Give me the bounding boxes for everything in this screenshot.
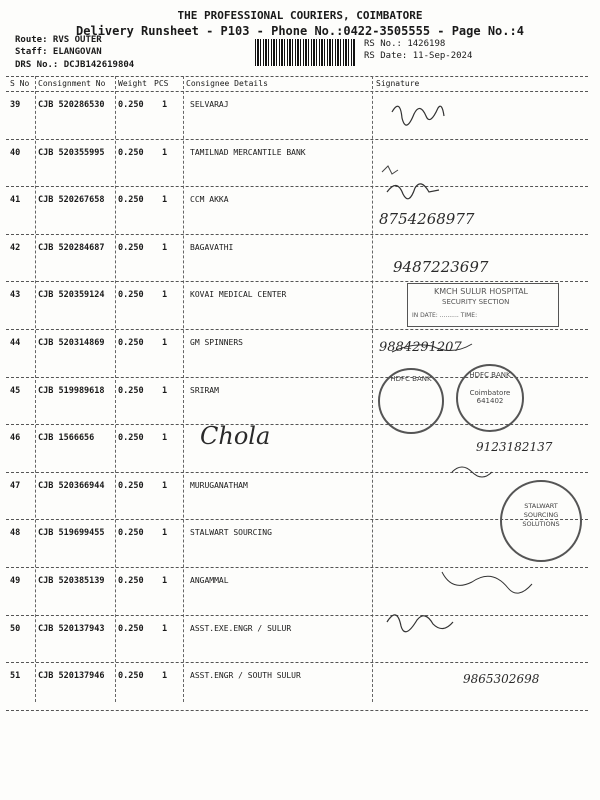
kmch-stamp-date: IN DATE: .......... TIME: — [412, 312, 478, 319]
row-consignee: STALWART SOURCING — [190, 528, 272, 538]
hdfc-stamp — [456, 364, 524, 432]
kmch-stamp-subtitle: SECURITY SECTION — [442, 298, 510, 306]
row-consignment-no: CJB 520137943 — [38, 623, 105, 634]
col-sno: S No — [10, 79, 30, 88]
row-sno: 50 — [10, 623, 21, 634]
row-consignee: KOVAI MEDICAL CENTER — [190, 290, 287, 300]
row-sno: 49 — [10, 576, 21, 586]
kmch-stamp-title: KMCH SULUR HOSPITAL — [434, 287, 529, 296]
row-consignee: GM SPINNERS — [190, 338, 243, 347]
row-sno: 42 — [10, 242, 21, 253]
barcode — [255, 39, 355, 66]
row-sno: 48 — [10, 528, 21, 539]
row-pcs: 1 — [162, 480, 168, 491]
row-weight: 0.250 — [118, 147, 144, 158]
row-weight: 0.250 — [118, 100, 144, 110]
row-pcs: 1 — [162, 528, 168, 539]
row-weight: 0.250 — [118, 623, 144, 634]
stalwart-stamp-label: STALWART SOURCING SOLUTIONS — [522, 502, 560, 528]
row-consignment-no: CJB 520359124 — [38, 290, 105, 301]
hdfc-stamp — [378, 368, 444, 434]
row-pcs: 1 — [162, 576, 168, 586]
row-weight: 0.250 — [118, 385, 144, 396]
handwritten-phone: 8754268977 — [379, 210, 475, 228]
row-consignee: ASST.EXE.ENGR / SULUR — [190, 623, 292, 633]
row-pcs: 1 — [162, 147, 168, 158]
col-consignment: Consignment No — [38, 79, 106, 88]
row-consignee: ASST.ENGR / SOUTH SULUR — [190, 671, 301, 681]
col-signature: Signature — [376, 79, 420, 88]
row-sno: 43 — [10, 290, 21, 301]
row-pcs: 1 — [162, 242, 168, 253]
row-pcs: 1 — [162, 385, 168, 396]
hdfc-stamp-label: HDFC BANK — [469, 371, 511, 379]
runsheet-subtitle: Delivery Runsheet - P103 - Phone No.:0422-3505555 - Page No.:4 — [76, 24, 524, 38]
row-sno: 47 — [10, 480, 21, 491]
row-weight: 0.250 — [118, 242, 144, 253]
handwritten-phone: 9884291207 — [379, 340, 462, 355]
row-sno: 45 — [10, 385, 21, 396]
row-consignment-no: CJB 520137946 — [38, 671, 105, 682]
row-consignment-no: CJB 520314869 — [38, 338, 105, 348]
row-consignment-no: CJB 519989618 — [38, 385, 105, 396]
row-weight: 0.250 — [118, 338, 144, 348]
hdfc-stamp-label: HDFC BANK — [390, 375, 432, 383]
row-pcs: 1 — [162, 433, 168, 444]
handwritten-phone: 9123182137 — [476, 440, 553, 454]
row-consignment-no: CJB 519699455 — [38, 528, 105, 539]
table-top-rule — [6, 76, 588, 77]
row-weight: 0.250 — [118, 576, 144, 586]
row-consignee: BAGAVATHI — [190, 242, 234, 252]
row-weight: 0.250 — [118, 433, 144, 444]
row-sno: 44 — [10, 338, 21, 348]
row-consignment-no: CJB 520284687 — [38, 242, 105, 253]
col-weight: Weight — [118, 79, 147, 88]
row-consignee: MURUGANATHAM — [190, 480, 248, 490]
rs-date: RS Date: 11-Sep-2024 — [364, 51, 473, 61]
row-weight: 0.250 — [118, 480, 144, 491]
hdfc-stamp-location: Coimbatore 641402 — [469, 389, 511, 405]
route-label: Route: RVS OUTER — [15, 35, 102, 45]
row-pcs: 1 — [162, 100, 168, 110]
stalwart-stamp — [500, 480, 582, 562]
drs-label: DRS No.: DCJB142619804 — [15, 60, 135, 70]
row-sno: 41 — [10, 195, 21, 206]
handwritten-phone: 9487223697 — [393, 258, 489, 276]
kmch-stamp — [407, 283, 559, 327]
row-consignee: ANGAMMAL — [190, 576, 229, 585]
row-separator — [6, 710, 588, 711]
row-pcs: 1 — [162, 338, 168, 348]
col-consignee: Consignee Details — [186, 79, 268, 88]
row-consignee: CCM AKKA — [190, 195, 229, 205]
row-sno: 46 — [10, 433, 21, 444]
row-weight: 0.250 — [118, 290, 144, 301]
rs-number: RS No.: 1426198 — [364, 39, 446, 49]
row-consignment-no: CJB 520267658 — [38, 195, 105, 206]
row-pcs: 1 — [162, 290, 168, 301]
row-weight: 0.250 — [118, 528, 144, 539]
row-pcs: 1 — [162, 195, 168, 206]
col-pcs: PCS — [154, 79, 169, 88]
row-consignment-no: CJB 1566656 — [38, 433, 95, 444]
row-consignee: SELVARAJ — [190, 100, 229, 109]
staff-label: Staff: ELANGOVAN — [15, 47, 102, 57]
company-title: THE PROFESSIONAL COURIERS, COIMBATORE — [177, 9, 423, 22]
row-weight: 0.250 — [118, 671, 144, 682]
row-consignee: TAMILNAD MERCANTILE BANK — [190, 147, 306, 157]
row-pcs: 1 — [162, 671, 168, 682]
handwritten-phone: 9865302698 — [463, 672, 540, 686]
row-consignment-no: CJB 520355995 — [38, 147, 105, 158]
row-sno: 40 — [10, 147, 21, 158]
row-consignment-no: CJB 520366944 — [38, 480, 105, 491]
row-consignee: SRIRAM — [190, 385, 219, 395]
row-weight: 0.250 — [118, 195, 144, 206]
row-consignment-no: CJB 520286530 — [38, 100, 105, 110]
row-sno: 39 — [10, 100, 21, 110]
handwritten-chola: Chola — [200, 422, 271, 450]
row-consignment-no: CJB 520385139 — [38, 576, 105, 586]
row-pcs: 1 — [162, 623, 168, 634]
row-sno: 51 — [10, 671, 21, 682]
